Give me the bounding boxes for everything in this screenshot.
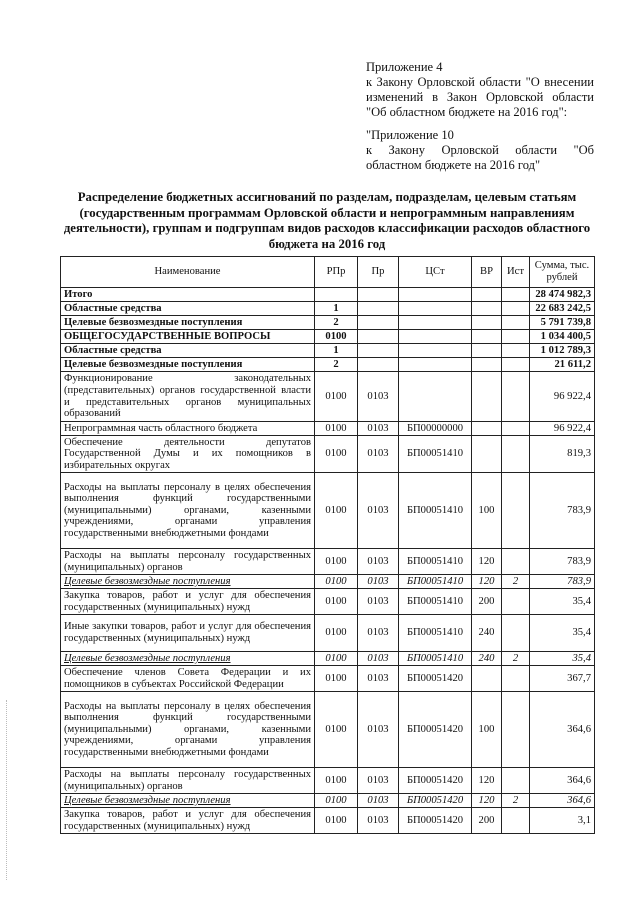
cell-name: Целевые безвозмездные поступления <box>61 652 315 666</box>
cell-vr <box>472 422 502 436</box>
cell-cst <box>399 316 472 330</box>
header-cst: ЦСт <box>399 257 472 288</box>
cell-ist <box>502 549 530 575</box>
cell-cst: БП00051420 <box>399 794 472 808</box>
cell-name: Целевые безвозмездные поступления <box>61 794 315 808</box>
cell-ist <box>502 436 530 473</box>
cell-vr <box>472 288 502 302</box>
cell-pr: 0103 <box>358 473 399 549</box>
budget-table <box>60 256 595 834</box>
cell-ist <box>502 422 530 436</box>
table-row <box>61 808 595 834</box>
cell-sum: 783,9 <box>530 549 595 575</box>
cell-ist <box>502 344 530 358</box>
cell-vr: 240 <box>472 615 502 652</box>
cell-sum: 1 012 789,3 <box>530 344 595 358</box>
cell-ist <box>502 615 530 652</box>
cell-name: Обеспечение деятельности депутатов Государственной Думы и их помощников в избирательных округах <box>61 436 315 473</box>
table-row <box>61 575 595 589</box>
cell-cst: БП00051420 <box>399 768 472 794</box>
document-title: Распределение бюджетных ассигнований по разделам, подразделам, целевым статьям (государственным программам Орловской области и непрограммным направлениям деятельности), группам и подгруппам видов расходов классификации расходов областного бюджета на 2016 год <box>63 190 591 251</box>
cell-rpr: 0100 <box>315 666 358 692</box>
cell-ist <box>502 808 530 834</box>
cell-cst <box>399 358 472 372</box>
cell-ist <box>502 589 530 615</box>
margin-dots <box>6 700 9 880</box>
table-row <box>61 652 595 666</box>
cell-cst: БП00051410 <box>399 575 472 589</box>
cell-pr: 0103 <box>358 794 399 808</box>
cell-rpr: 0100 <box>315 549 358 575</box>
cell-pr: 0103 <box>358 652 399 666</box>
annex-block <box>366 60 594 173</box>
cell-vr <box>472 358 502 372</box>
cell-vr: 120 <box>472 794 502 808</box>
cell-pr: 0103 <box>358 768 399 794</box>
cell-rpr: 0100 <box>315 652 358 666</box>
table-row <box>61 436 595 473</box>
cell-sum: 783,9 <box>530 473 595 549</box>
cell-rpr: 0100 <box>315 436 358 473</box>
table-row <box>61 768 595 794</box>
cell-vr <box>472 330 502 344</box>
cell-sum: 96 922,4 <box>530 422 595 436</box>
cell-cst: БП00000000 <box>399 422 472 436</box>
header-name: Наименование <box>61 257 315 288</box>
cell-ist <box>502 692 530 768</box>
cell-name: Итого <box>61 288 315 302</box>
cell-vr: 100 <box>472 692 502 768</box>
table-row <box>61 615 595 652</box>
table-row <box>61 358 595 372</box>
table-row <box>61 589 595 615</box>
cell-cst: БП00051410 <box>399 436 472 473</box>
cell-sum: 22 683 242,5 <box>530 302 595 316</box>
cell-cst <box>399 330 472 344</box>
cell-name: Функционирование законодательных (представительных) органов государственной власти и представительных органов муниципальных образований <box>61 372 315 422</box>
cell-cst: БП00051410 <box>399 652 472 666</box>
cell-sum: 783,9 <box>530 575 595 589</box>
cell-vr <box>472 436 502 473</box>
cell-pr <box>358 330 399 344</box>
cell-pr <box>358 316 399 330</box>
cell-ist <box>502 302 530 316</box>
cell-rpr: 0100 <box>315 794 358 808</box>
cell-name: Закупка товаров, работ и услуг для обеспечения государственных (муниципальных) нужд <box>61 589 315 615</box>
cell-ist <box>502 288 530 302</box>
cell-cst: БП00051420 <box>399 666 472 692</box>
cell-ist <box>502 358 530 372</box>
cell-name: Иные закупки товаров, работ и услуг для обеспечения государственных (муниципальных) нужд <box>61 615 315 652</box>
cell-vr <box>472 344 502 358</box>
cell-rpr: 1 <box>315 344 358 358</box>
cell-rpr: 0100 <box>315 473 358 549</box>
cell-sum: 35,4 <box>530 652 595 666</box>
header-sum: Сумма, тыс. рублей <box>530 257 595 288</box>
cell-ist <box>502 768 530 794</box>
cell-vr: 200 <box>472 589 502 615</box>
cell-vr: 240 <box>472 652 502 666</box>
cell-pr: 0103 <box>358 422 399 436</box>
cell-name: Расходы на выплаты персоналу в целях обеспечения выполнения функций государственными (муниципальными) органами, казенными учреждениями, органами управления государственными внебюджетными фондами <box>61 473 315 549</box>
cell-rpr: 0100 <box>315 589 358 615</box>
cell-cst: БП00051410 <box>399 549 472 575</box>
cell-rpr: 0100 <box>315 615 358 652</box>
cell-name: Обеспечение членов Совета Федерации и их помощников в субъектах Российской Федерации <box>61 666 315 692</box>
cell-vr: 200 <box>472 808 502 834</box>
table-row <box>61 316 595 330</box>
annex-line-2: к Закону Орловской области "О внесении изменений в Закон Орловской области "Об областном бюджете на 2016 год": <box>366 75 594 119</box>
cell-cst <box>399 372 472 422</box>
cell-pr: 0103 <box>358 615 399 652</box>
cell-sum: 3,1 <box>530 808 595 834</box>
header-ist: Ист <box>502 257 530 288</box>
cell-pr: 0103 <box>358 575 399 589</box>
cell-rpr: 2 <box>315 358 358 372</box>
cell-pr: 0103 <box>358 692 399 768</box>
cell-name: Непрограммная часть областного бюджета <box>61 422 315 436</box>
cell-pr: 0103 <box>358 549 399 575</box>
table-header-row <box>61 257 595 288</box>
cell-name: Целевые безвозмездные поступления <box>61 575 315 589</box>
table-row <box>61 372 595 422</box>
cell-sum: 367,7 <box>530 666 595 692</box>
cell-vr <box>472 316 502 330</box>
cell-vr <box>472 372 502 422</box>
cell-cst: БП00051410 <box>399 589 472 615</box>
cell-vr: 120 <box>472 549 502 575</box>
cell-name: Областные средства <box>61 344 315 358</box>
annex-line-1: Приложение 4 <box>366 60 443 74</box>
table-row <box>61 473 595 549</box>
cell-rpr <box>315 288 358 302</box>
cell-name: Закупка товаров, работ и услуг для обеспечения государственных (муниципальных) нужд <box>61 808 315 834</box>
cell-ist: 2 <box>502 652 530 666</box>
cell-cst: БП00051420 <box>399 692 472 768</box>
cell-pr <box>358 358 399 372</box>
cell-name: Расходы на выплаты персоналу государственных (муниципальных) органов <box>61 768 315 794</box>
cell-sum: 21 611,2 <box>530 358 595 372</box>
cell-ist <box>502 473 530 549</box>
table-row <box>61 666 595 692</box>
cell-ist <box>502 372 530 422</box>
cell-sum: 96 922,4 <box>530 372 595 422</box>
cell-cst <box>399 344 472 358</box>
cell-sum: 28 474 982,3 <box>530 288 595 302</box>
cell-cst: БП00051420 <box>399 808 472 834</box>
cell-pr: 0103 <box>358 808 399 834</box>
cell-cst: БП00051410 <box>399 473 472 549</box>
cell-rpr: 0100 <box>315 808 358 834</box>
cell-name: Целевые безвозмездные поступления <box>61 358 315 372</box>
cell-vr <box>472 666 502 692</box>
cell-ist <box>502 316 530 330</box>
cell-sum: 364,6 <box>530 692 595 768</box>
table-row <box>61 549 595 575</box>
cell-pr: 0103 <box>358 372 399 422</box>
table-row <box>61 692 595 768</box>
cell-ist <box>502 666 530 692</box>
header-vr: ВР <box>472 257 502 288</box>
annex-line-3: "Приложение 10 <box>366 128 454 142</box>
cell-rpr: 0100 <box>315 692 358 768</box>
header-rpr: РПр <box>315 257 358 288</box>
cell-sum: 35,4 <box>530 615 595 652</box>
cell-sum: 1 034 400,5 <box>530 330 595 344</box>
cell-pr: 0103 <box>358 589 399 615</box>
cell-rpr: 0100 <box>315 422 358 436</box>
cell-pr <box>358 288 399 302</box>
header-pr: Пр <box>358 257 399 288</box>
cell-ist: 2 <box>502 794 530 808</box>
cell-ist: 2 <box>502 575 530 589</box>
cell-sum: 364,6 <box>530 768 595 794</box>
cell-cst <box>399 288 472 302</box>
table-row <box>61 422 595 436</box>
cell-pr <box>358 344 399 358</box>
table-row <box>61 794 595 808</box>
cell-pr: 0103 <box>358 436 399 473</box>
cell-name: Расходы на выплаты персоналу в целях обеспечения выполнения функций государственными (муниципальными) органами, казенными учреждениями, органами управления государственными внебюджетными фондами <box>61 692 315 768</box>
cell-rpr: 2 <box>315 316 358 330</box>
annex-line-4: к Закону Орловской области "Об областном бюджете на 2016 год" <box>366 143 594 172</box>
cell-vr: 120 <box>472 768 502 794</box>
cell-name: Областные средства <box>61 302 315 316</box>
table-row <box>61 344 595 358</box>
table-row <box>61 302 595 316</box>
cell-rpr: 0100 <box>315 575 358 589</box>
cell-pr <box>358 302 399 316</box>
cell-name: Целевые безвозмездные поступления <box>61 316 315 330</box>
table-row <box>61 330 595 344</box>
cell-rpr: 0100 <box>315 330 358 344</box>
cell-ist <box>502 330 530 344</box>
cell-name: ОБЩЕГОСУДАРСТВЕННЫЕ ВОПРОСЫ <box>61 330 315 344</box>
cell-sum: 35,4 <box>530 589 595 615</box>
cell-pr: 0103 <box>358 666 399 692</box>
cell-sum: 819,3 <box>530 436 595 473</box>
cell-cst <box>399 302 472 316</box>
cell-vr <box>472 302 502 316</box>
cell-sum: 364,6 <box>530 794 595 808</box>
cell-sum: 5 791 739,8 <box>530 316 595 330</box>
cell-rpr: 1 <box>315 302 358 316</box>
cell-name: Расходы на выплаты персоналу государственных (муниципальных) органов <box>61 549 315 575</box>
table-body <box>61 288 595 834</box>
cell-vr: 100 <box>472 473 502 549</box>
cell-rpr: 0100 <box>315 768 358 794</box>
cell-vr: 120 <box>472 575 502 589</box>
table-row <box>61 288 595 302</box>
cell-rpr: 0100 <box>315 372 358 422</box>
cell-cst: БП00051410 <box>399 615 472 652</box>
